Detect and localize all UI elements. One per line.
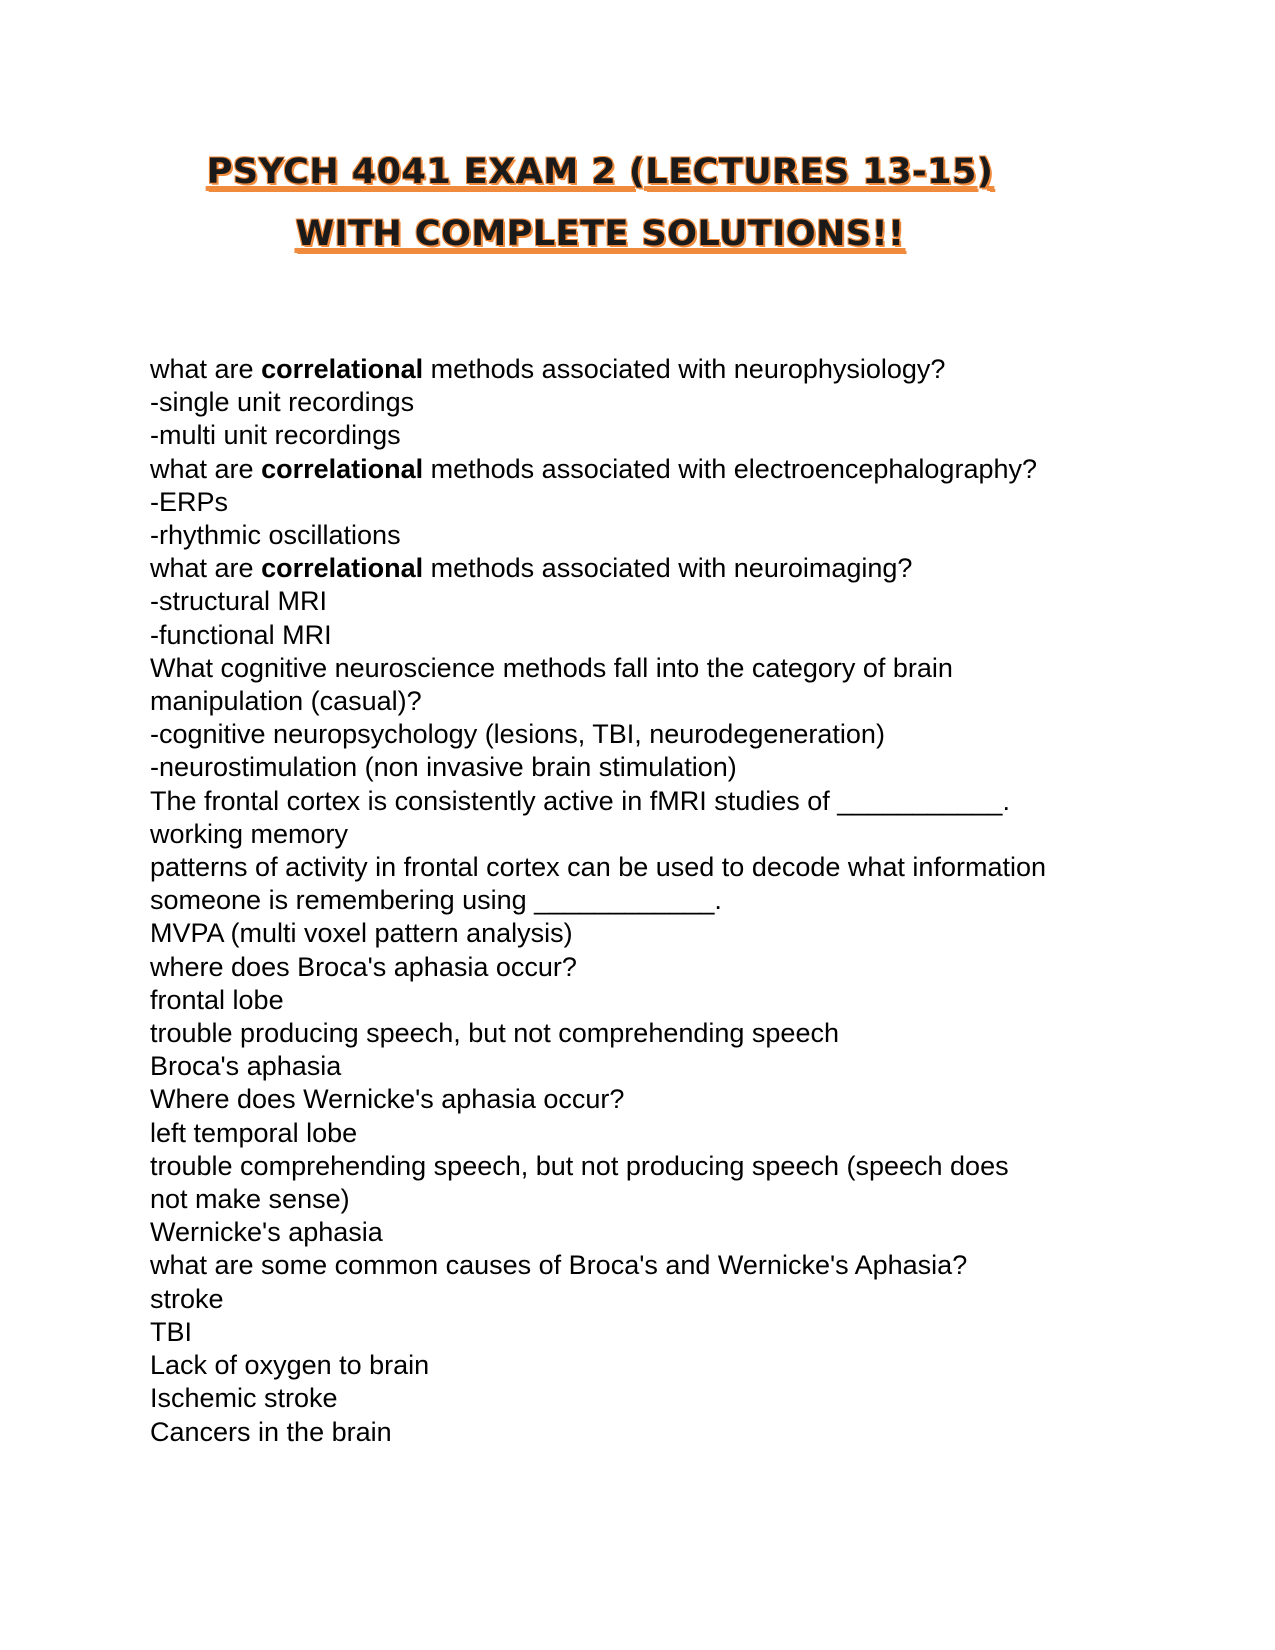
title-line-1: PSYCH 4041 EXAM 2 (LECTURES 13-15) [206,152,994,192]
text-line: -ERPs [150,486,229,517]
text-line: The frontal cortex is consistently active in fMRI studies of ___________. [150,785,1010,816]
text-line: -functional MRI [150,619,332,650]
text-line: frontal lobe [150,984,284,1015]
document-title [0,152,1200,254]
text-line: -neurostimulation (non invasive brain stimulation) [150,752,737,783]
text-line: left temporal lobe [150,1117,358,1148]
text-line: someone is remembering using ____________. [150,885,722,916]
text-line: trouble comprehending speech, but not producing speech (speech does [150,1150,1009,1181]
text-line: -structural MRI [150,586,328,617]
text-line: MVPA (multi voxel pattern analysis) [150,918,573,949]
text-line: manipulation (casual)? [150,686,422,717]
text-line: what are some common causes of Broca's and Wernicke's Aphasia? [150,1250,968,1281]
text-line: stroke [150,1283,224,1314]
text-line: -cognitive neuropsychology (lesions, TBI, neurodegeneration) [150,719,885,750]
text-line: Cancers in the brain [150,1416,392,1447]
text-line: Wernicke's aphasia [150,1217,383,1248]
text-line: trouble producing speech, but not comprehending speech [150,1018,839,1049]
text-line: Lack of oxygen to brain [150,1350,430,1381]
text-line: Where does Wernicke's aphasia occur? [150,1084,625,1115]
text-line: what are correlational methods associated with electroencephalography? [150,453,1038,484]
text-line: -multi unit recordings [150,420,401,451]
text-line: Broca's aphasia [150,1051,342,1082]
title-line-2: WITH COMPLETE SOLUTIONS!! [295,214,905,254]
document-body [150,353,1130,1449]
text-line: What cognitive neuroscience methods fall into the category of brain [150,652,953,683]
text-line: -single unit recordings [150,387,415,418]
text-line: what are correlational methods associated with neurophysiology? [150,354,946,384]
text-line: -rhythmic oscillations [150,520,401,551]
text-line: patterns of activity in frontal cortex can be used to decode what information [150,852,1046,883]
text-line: Ischemic stroke [150,1383,338,1414]
text-line: where does Broca's aphasia occur? [150,951,577,982]
text-line: TBI [150,1316,193,1347]
text-line: not make sense) [150,1184,350,1215]
text-line: working memory [150,818,349,849]
text-line: what are correlational methods associated with neuroimaging? [150,553,913,584]
